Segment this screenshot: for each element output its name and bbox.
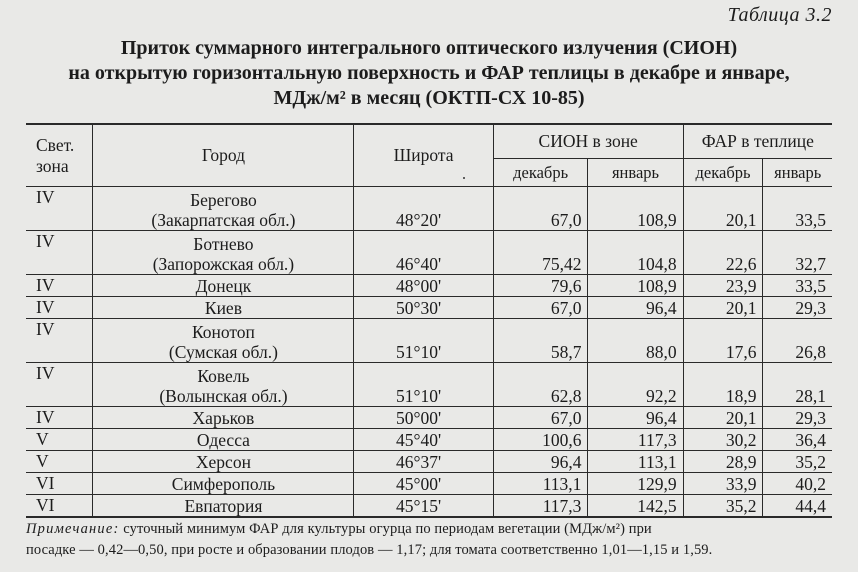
cell-sion-december: 75,42 [493, 231, 588, 275]
header-zone: Свет. зона [26, 124, 93, 187]
cell-far-january: 32,7 [763, 231, 832, 275]
table-row [26, 495, 832, 517]
cell-latitude: 51°10' [354, 363, 493, 407]
cell-far-january: 36,4 [763, 429, 832, 451]
cell-far-december: 23,9 [683, 275, 763, 297]
header-sion-january: январь [588, 159, 683, 187]
table-row [26, 275, 832, 297]
table-row [26, 473, 832, 495]
table-row [26, 231, 832, 275]
cell-city [93, 363, 354, 407]
cell-latitude: 45°15' [354, 495, 493, 517]
cell-latitude: 48°00' [354, 275, 493, 297]
cell-sion-january: 117,3 [588, 429, 683, 451]
table-body [26, 187, 832, 517]
cell-sion-december: 113,1 [493, 473, 588, 495]
cell-latitude: 45°40' [354, 429, 493, 451]
cell-sion-january: 108,9 [588, 187, 683, 231]
cell-far-january: 33,5 [763, 187, 832, 231]
cell-sion-january: 104,8 [588, 231, 683, 275]
cell-sion-december: 58,7 [493, 319, 588, 363]
table-number: Таблица 3.2 [727, 4, 832, 26]
title-line-2: на открытую горизонтальную поверхность и ФАР теплицы в декабре и январе, [68, 62, 790, 84]
cell-far-january: 35,2 [763, 451, 832, 473]
cell-latitude: 46°37' [354, 451, 493, 473]
cell-latitude: 45°00' [354, 473, 493, 495]
title-line-1: Приток суммарного интегрального оптического излучения (СИОН) [120, 37, 738, 59]
cell-zone: VI [26, 495, 93, 517]
cell-zone: IV [26, 187, 93, 231]
table-row [26, 451, 832, 473]
cell-far-december: 30,2 [683, 429, 763, 451]
cell-far-january: 29,3 [763, 297, 832, 319]
note-line-2: посадке — 0,42—0,50, при росте и образовании плодов — 1,17; для томата соответственно 1,01—1,15 и 1,59. [26, 542, 713, 558]
city-region: (Запорожская обл.) [152, 254, 295, 274]
city-name: Киев [204, 298, 242, 318]
header-city: Город [93, 124, 354, 187]
table-row [26, 319, 832, 363]
cell-city [93, 275, 354, 297]
cell-city [93, 319, 354, 363]
cell-latitude: 50°00' [354, 407, 493, 429]
cell-far-december: 22,6 [683, 231, 763, 275]
cell-city [93, 473, 354, 495]
cell-sion-january: 88,0 [588, 319, 683, 363]
cell-far-december: 17,6 [683, 319, 763, 363]
cell-zone: IV [26, 363, 93, 407]
cell-far-january: 40,2 [763, 473, 832, 495]
cell-sion-december: 79,6 [493, 275, 588, 297]
cell-sion-january: 92,2 [588, 363, 683, 407]
table-row [26, 407, 832, 429]
cell-sion-january: 113,1 [588, 451, 683, 473]
cell-zone: IV [26, 231, 93, 275]
cell-sion-january: 96,4 [588, 407, 683, 429]
cell-far-december: 20,1 [683, 407, 763, 429]
cell-sion-december: 117,3 [493, 495, 588, 517]
cell-far-january: 29,3 [763, 407, 832, 429]
table-row [26, 429, 832, 451]
cell-city [93, 429, 354, 451]
cell-far-december: 20,1 [683, 187, 763, 231]
cell-city [93, 495, 354, 517]
cell-far-december: 18,9 [683, 363, 763, 407]
header-latitude: Широта [354, 124, 493, 187]
cell-sion-december: 100,6 [493, 429, 588, 451]
table-row [26, 297, 832, 319]
note-label: Примечание: [26, 521, 120, 537]
cell-sion-january: 142,5 [588, 495, 683, 517]
cell-sion-december: 67,0 [493, 407, 588, 429]
cell-city [93, 451, 354, 473]
cell-city [93, 187, 354, 231]
table-note [26, 519, 836, 561]
cell-far-december: 35,2 [683, 495, 763, 517]
cell-sion-december: 62,8 [493, 363, 588, 407]
city-name: Херсон [195, 452, 251, 472]
cell-zone: V [26, 451, 93, 473]
cell-zone: IV [26, 275, 93, 297]
cell-zone: V [26, 429, 93, 451]
city-name: Донецк [195, 276, 252, 296]
cell-latitude: 50°30' [354, 297, 493, 319]
header-far-january: январь [763, 159, 832, 187]
cell-far-january: 44,4 [763, 495, 832, 517]
city-name: Берегово [190, 190, 257, 210]
cell-sion-january: 129,9 [588, 473, 683, 495]
table-title [0, 36, 858, 111]
cell-sion-january: 96,4 [588, 297, 683, 319]
cell-far-december: 28,9 [683, 451, 763, 473]
cell-far-january: 33,5 [763, 275, 832, 297]
cell-latitude: 46°40' [354, 231, 493, 275]
cell-far-december: 20,1 [683, 297, 763, 319]
city-name: Конотоп [191, 322, 255, 342]
cell-far-january: 26,8 [763, 319, 832, 363]
header-sion-december: декабрь [493, 159, 588, 187]
city-name: Евпатория [184, 495, 263, 516]
city-name: Харьков [192, 408, 255, 428]
cell-latitude: 48°20' [354, 187, 493, 231]
cell-latitude: 51°10' [354, 319, 493, 363]
cell-sion-december: 96,4 [493, 451, 588, 473]
cell-city [93, 407, 354, 429]
note-line-1: суточный минимум ФАР для культуры огурца по периодам вегетации (МДж/м²) при [123, 521, 652, 537]
cell-sion-december: 67,0 [493, 297, 588, 319]
table-row [26, 363, 832, 407]
city-name: Ковель [197, 366, 250, 386]
data-table [26, 123, 832, 518]
cell-sion-january: 108,9 [588, 275, 683, 297]
city-name: Ботнево [193, 234, 254, 254]
title-line-3: МДж/м² в месяц (ОКТП-СХ 10-85) [273, 87, 585, 109]
cell-far-december: 33,9 [683, 473, 763, 495]
city-region: (Сумская обл.) [168, 342, 278, 362]
header-far-december: декабрь [683, 159, 763, 187]
cell-zone: VI [26, 473, 93, 495]
header-far-group: ФАР в теплице [683, 124, 832, 159]
header-sion-group: СИОН в зоне [493, 124, 683, 159]
cell-zone: IV [26, 297, 93, 319]
cell-city [93, 297, 354, 319]
cell-zone: IV [26, 319, 93, 363]
city-name: Симферополь [171, 474, 276, 494]
table-row [26, 187, 832, 231]
city-name: Одесса [196, 430, 250, 450]
cell-city [93, 231, 354, 275]
city-region: (Волынская обл.) [159, 386, 288, 406]
city-region: (Закарпатская обл.) [151, 210, 296, 230]
cell-far-january: 28,1 [763, 363, 832, 407]
cell-zone: IV [26, 407, 93, 429]
cell-sion-december: 67,0 [493, 187, 588, 231]
